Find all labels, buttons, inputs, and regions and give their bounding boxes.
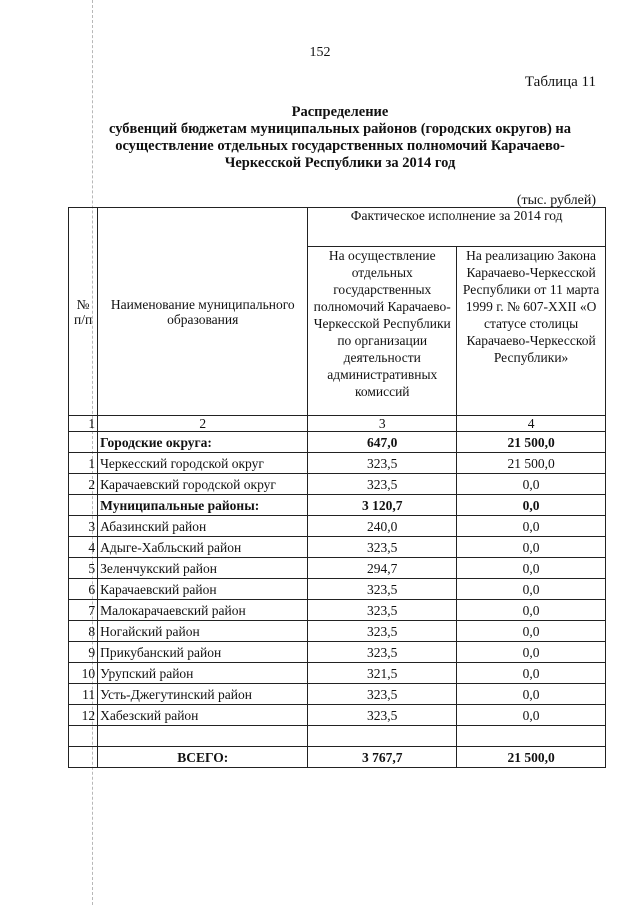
- empty-cell: [308, 726, 457, 747]
- row-num: 9: [69, 642, 98, 663]
- title-line-2: субвенций бюджетам муниципальных районов (городских округов) на: [108, 121, 572, 137]
- row-value-3: 323,5: [308, 642, 457, 663]
- table-row: [69, 705, 606, 726]
- column-number: 3: [308, 416, 457, 432]
- row-num: 6: [69, 579, 98, 600]
- empty-cell: [457, 726, 606, 747]
- header-num: № п/п: [69, 208, 98, 416]
- row-num: 8: [69, 621, 98, 642]
- total-label: ВСЕГО:: [98, 747, 308, 768]
- row-value-3: 323,5: [308, 705, 457, 726]
- page-number: 152: [309, 45, 331, 60]
- row-num: 11: [69, 684, 98, 705]
- row-value-4: 0,0: [457, 600, 606, 621]
- row-num: 7: [69, 600, 98, 621]
- row-value-3: 323,5: [308, 600, 457, 621]
- title-line-1: Распределение: [291, 104, 389, 120]
- row-value-4: 0,0: [457, 537, 606, 558]
- header-group: Фактическое исполнение за 2014 год: [308, 208, 606, 247]
- table-row: [69, 432, 606, 453]
- row-value-3: 323,5: [308, 621, 457, 642]
- empty-cell: [69, 726, 98, 747]
- table-row: [69, 558, 606, 579]
- row-name: Ногайский район: [98, 621, 308, 642]
- row-value-3: 647,0: [308, 432, 457, 453]
- table-row: [69, 495, 606, 516]
- row-value-3: 240,0: [308, 516, 457, 537]
- row-name: Муниципальные районы:: [98, 495, 308, 516]
- column-number: 4: [457, 416, 606, 432]
- row-num: 2: [69, 474, 98, 495]
- row-value-3: 321,5: [308, 663, 457, 684]
- units-label: (тыс. рублей): [516, 193, 596, 208]
- table-row: [69, 663, 606, 684]
- row-value-4: 21 500,0: [457, 432, 606, 453]
- row-name: Абазинский район: [98, 516, 308, 537]
- table-row: [69, 600, 606, 621]
- header-name: Наименование муниципального образования: [98, 208, 308, 416]
- row-value-4: 0,0: [457, 495, 606, 516]
- total-value-3: 3 767,7: [308, 747, 457, 768]
- row-num: [69, 432, 98, 453]
- row-num: 5: [69, 558, 98, 579]
- row-value-3: 323,5: [308, 474, 457, 495]
- table-row: [69, 516, 606, 537]
- row-name: Малокарачаевский район: [98, 600, 308, 621]
- title-line-4: Черкесской Республики за 2014 год: [224, 155, 456, 171]
- row-name: Городские округа:: [98, 432, 308, 453]
- row-value-4: 0,0: [457, 558, 606, 579]
- subvention-table: [68, 207, 606, 768]
- row-value-4: 0,0: [457, 579, 606, 600]
- table-row: [69, 684, 606, 705]
- column-number: 2: [98, 416, 308, 432]
- header-row: [69, 208, 606, 247]
- header-col3: На осуществление отдельных государственных полномочий Карачаево-Черкесской Республики по организации деятельности административных комиссий: [308, 247, 457, 416]
- row-name: Карачаевский район: [98, 579, 308, 600]
- row-name: Урупский район: [98, 663, 308, 684]
- row-value-4: 0,0: [457, 474, 606, 495]
- row-name: Прикубанский район: [98, 642, 308, 663]
- title-line-3: осуществление отдельных государственных полномочий Карачаево-: [115, 138, 565, 154]
- header-col4: На реализацию Закона Карачаево-Черкесской Республики от 11 марта 1999 г. № 607-XXII «О статусе столицы Карачаево-Черкесской Республики»: [457, 247, 606, 416]
- table-row: [69, 537, 606, 558]
- row-num: 12: [69, 705, 98, 726]
- row-num: 10: [69, 663, 98, 684]
- row-num: 1: [69, 453, 98, 474]
- row-value-3: 323,5: [308, 537, 457, 558]
- row-name: Карачаевский городской округ: [98, 474, 308, 495]
- row-value-3: 323,5: [308, 579, 457, 600]
- row-value-4: 0,0: [457, 516, 606, 537]
- row-value-4: 0,0: [457, 684, 606, 705]
- row-name: Зеленчукский район: [98, 558, 308, 579]
- row-value-3: 3 120,7: [308, 495, 457, 516]
- row-value-3: 294,7: [308, 558, 457, 579]
- row-value-4: 21 500,0: [457, 453, 606, 474]
- row-name: Черкесский городской округ: [98, 453, 308, 474]
- empty-cell: [98, 726, 308, 747]
- row-name: Адыге-Хабльский район: [98, 537, 308, 558]
- row-num: 3: [69, 516, 98, 537]
- row-num: 4: [69, 537, 98, 558]
- total-value-4: 21 500,0: [457, 747, 606, 768]
- row-value-3: 323,5: [308, 684, 457, 705]
- table-row: [69, 579, 606, 600]
- table-row: [69, 474, 606, 495]
- row-value-4: 0,0: [457, 642, 606, 663]
- empty-row: [69, 726, 606, 747]
- table-label: Таблица 11: [524, 74, 596, 90]
- table-row: [69, 642, 606, 663]
- table-row: [69, 453, 606, 474]
- document-title: [80, 104, 600, 172]
- row-value-4: 0,0: [457, 621, 606, 642]
- row-name: Хабезский район: [98, 705, 308, 726]
- column-number: 1: [69, 416, 98, 432]
- row-num: [69, 495, 98, 516]
- row-value-3: 323,5: [308, 453, 457, 474]
- table-row: [69, 621, 606, 642]
- row-value-4: 0,0: [457, 705, 606, 726]
- row-value-4: 0,0: [457, 663, 606, 684]
- column-numbers-row: [69, 416, 606, 432]
- row-name: Усть-Джегутинский район: [98, 684, 308, 705]
- total-row: [69, 747, 606, 768]
- total-num: [69, 747, 98, 768]
